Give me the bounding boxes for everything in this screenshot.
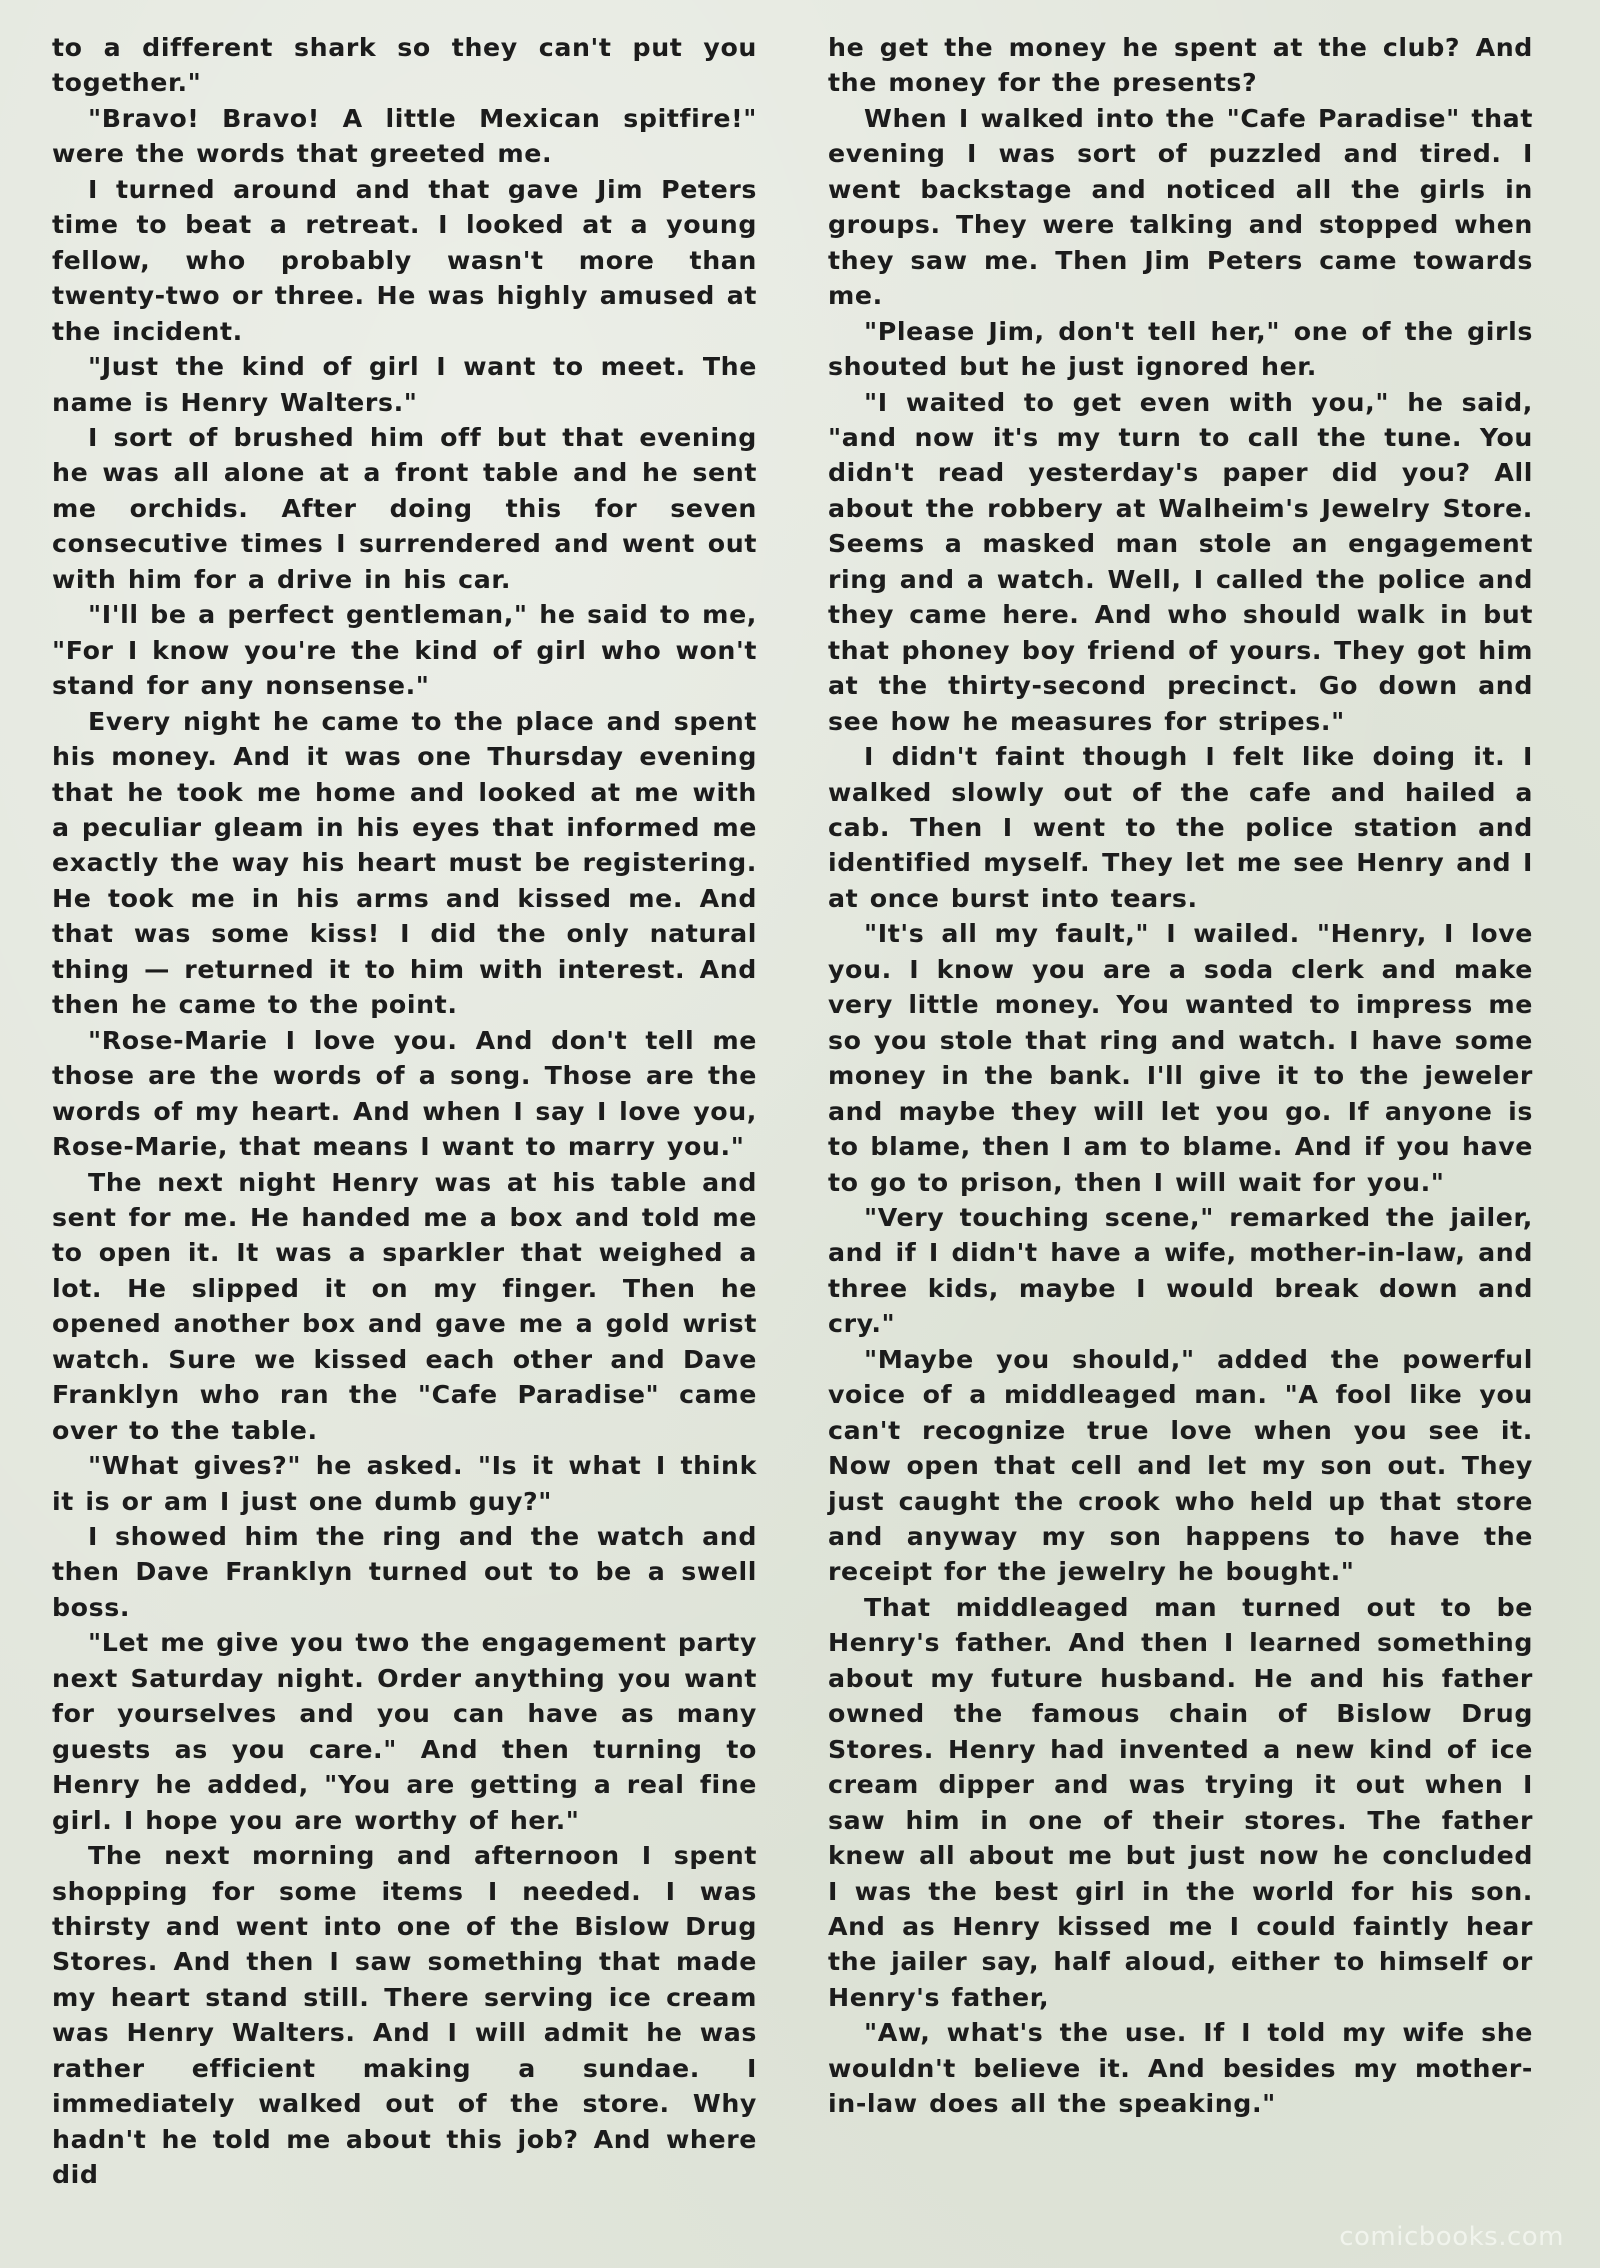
paragraph: I turned around and that gave Jim Peters time to beat a retreat. I looked at a young fellow, who probably wasn't more than twenty-two or three. He was highly amused at the incident. — [52, 174, 757, 346]
paragraph: "I waited to get even with you," he said, "and now it's my turn to call the tune. You didn't read yesterday's paper did you? All about the robbery at Walheim's Jewelry Store. Seems a masked man stole an engagement ring and a watch. Well, I called the police and they came here. And who should walk in but that phoney boy friend of yours. They got him at the thirty-second precinct. Go down and see how he measures for stripes." — [828, 387, 1533, 736]
paragraph: When I walked into the "Cafe Paradise" that evening I was sort of puzzled and tired. I went backstage and noticed all the girls in groups. They were talking and stopped when they saw me. Then Jim Peters came towards me. — [828, 103, 1533, 311]
paragraph: "Let me give you two the engagement party next Saturday night. Order anything you want for yourselves and you can have as many guests as you care." And then turning to Henry he added, "You are getting a real fine girl. I hope you are worthy of her." — [52, 1628, 758, 1835]
paragraph: "Please Jim, don't tell her," one of the girls shouted but he just ignored her. — [828, 316, 1533, 382]
paragraph: I sort of brushed him off but that evening he was all alone at a front table and he sent me orchids. After doing this for seven consecutive times I surrendered and went out with him for a drive in his car. — [52, 422, 757, 594]
paragraph: "I'll be a perfect gentleman," he said to me, "For I know you're the kind of girl who won't stand for any nonsense." — [52, 600, 757, 701]
paragraph: "Maybe you should," added the powerful voice of a middleaged man. "A fool like you can't recognize true love when you see it. Now open that cell and let my son out. They just caught the crook who held up that store and anyway my son happens to have the receipt for the jewelry he bought." — [828, 1344, 1533, 1587]
paragraph: "Rose-Marie I love you. And don't tell me those are the words of a song. Those are the words of my heart. And when I say I love you, Rose-Marie, that means I want to marry you." — [52, 1025, 757, 1162]
paragraph: "Aw, what's the use. If I told my wife she wouldn't believe it. And besides my mother-in-law does all the speaking." — [828, 2018, 1533, 2119]
right-text-column — [828, 30, 1533, 2122]
paragraph: I showed him the ring and the watch and then Dave Franklyn turned out to be a swell boss. — [52, 1522, 757, 1622]
paragraph: Every night he came to the place and spent his money. And it was one Thursday evening that he took me home and looked at me with a peculiar gleam in his eyes that informed me exactly the way his heart must be registering. He took me in his arms and kissed me. And that was some kiss! I did the only natural thing — returned it to him with interest. And then he came to the point. — [52, 706, 757, 1020]
paragraph: "What gives?" he asked. "Is it what I think it is or am I just one dumb guy?" — [52, 1451, 757, 1516]
paragraph: "Just the kind of girl I want to meet. The name is Henry Walters." — [52, 352, 757, 417]
paragraph: "Very touching scene," remarked the jailer, and if I didn't have a wife, mother-in-law, and three kids, maybe I would break down and cry." — [828, 1202, 1533, 1339]
paragraph: "It's all my fault," I wailed. "Henry, I love you. I know you are a soda clerk and make very little money. You wanted to impress me so you stole that ring and watch. I have some money in the bank. I'll give it to the jeweler and maybe they will let you go. If anyone is to blame, then I am to blame. And if you have to go to prison, then I will wait for you." — [828, 919, 1533, 1197]
paragraph: to a different shark so they can't put you together." — [52, 33, 757, 98]
paragraph: I didn't faint though I felt like doing it. I walked slowly out of the cafe and hailed a cab. Then I went to the police station and identified myself. They let me see Henry and I at once burst into tears. — [828, 742, 1533, 913]
watermark: comicbooks.com — [1339, 2222, 1564, 2252]
paragraph: "Bravo! Bravo! A little Mexican spitfire!" were the words that greeted me. — [52, 103, 757, 169]
left-text-column — [52, 30, 757, 2193]
paragraph: The next night Henry was at his table and sent for me. He handed me a box and told me to open it. It was a sparkler that weighed a lot. He slipped it on my finger. Then he opened another box and gave me a gold wrist watch. Sure we kissed each other and Dave Franklyn who ran the "Cafe Paradise" came over to the table. — [52, 1167, 757, 1445]
paragraph: That middleaged man turned out to be Henry's father. And then I learned something about my future husband. He and his father owned the famous chain of Bislow Drug Stores. Henry had invented a new kind of ice cream dipper and was trying it out when I saw him in one of their stores. The father knew all about me but just now he concluded I was the best girl in the world for his son. And as Henry kissed me I could faintly hear the jailer say, half aloud, either to himself or Henry's father, — [828, 1592, 1533, 2012]
paragraph: The next morning and afternoon I spent shopping for some items I needed. I was thirsty and went into one of the Bislow Drug Stores. And then I saw something that made my heart stand still. There serving ice cream was Henry Walters. And I will admit he was rather efficient making a sundae. I immediately walked out of the store. Why hadn't he told me about this job? And where did — [52, 1841, 757, 2190]
paragraph: he get the money he spent at the club? And the money for the presents? — [828, 33, 1533, 98]
